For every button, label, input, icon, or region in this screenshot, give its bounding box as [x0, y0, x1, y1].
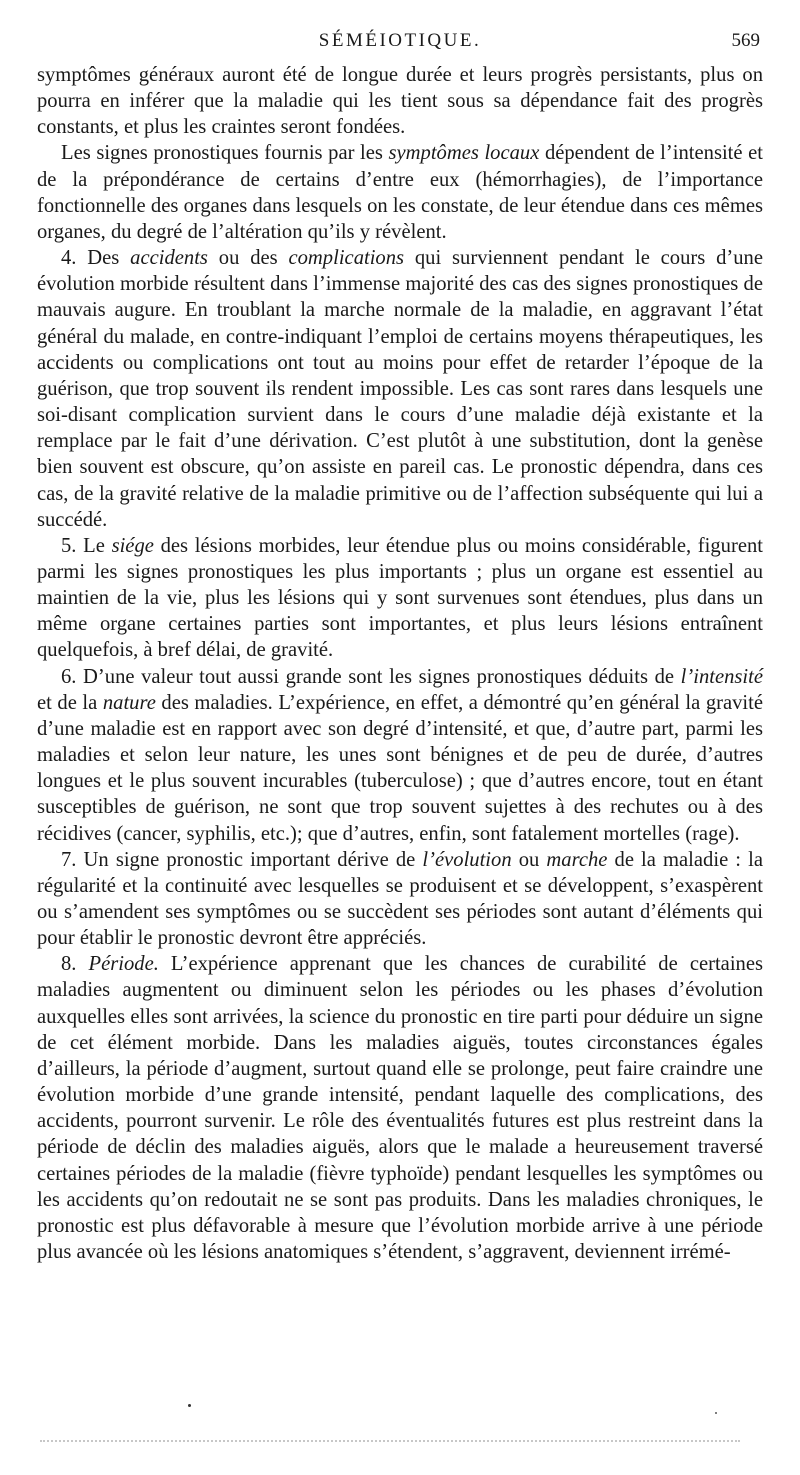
paragraph-item-6: [37, 664, 763, 847]
italic-term: siége: [111, 534, 154, 557]
paragraph-text: 4. Des: [61, 247, 131, 270]
show-through-line: [40, 1440, 740, 1442]
paragraph-text: et de la: [37, 691, 103, 714]
paragraph-text: L’expérience apprenant que les chances de curabilité de certaines maladies augmentent ou diminuent selon les périodes ou les phases d’évolution auxquelles elles sont arrivées, la science du pronostic en tire parti pour déduire un signe de cet élément morbide. Dans les maladies aiguës, toutes circonstances égales d’ailleurs, la période d’augment, surtout quand elle se prolonge, peut faire craindre une évolution morbide d’une grande intensité, pendant laquelle des complications, des accidents, pourront survenir. Le rôle des éventualités futures est plus restreint dans la période de déclin des maladies aiguës, alors que le malade a heureusement traversé certaines périodes de la maladie (fièvre typhoïde) pendant lesquelles les symptômes ou les accidents qu’on redoutait ne se sont pas produits. Dans les maladies chroniques, le pronostic est plus défavorable à mesure que l’évolution morbide arrive à une période plus avancée où les lésions anatomiques s’étendent, s’aggravent, deviennent irrémé-: [37, 953, 763, 1264]
paragraph-text: 5. Le: [61, 534, 112, 557]
italic-term: complications: [288, 247, 405, 270]
paragraph-text: dépendent de l’intensité et de la prépondérance de certains d’entre eux (hémorrhagies), de l’importance fonctionnelle des organes dans lesquels on les constate, de leur étendue dans ces mêmes organes, du degré de l’altération qu’ils y révèlent.: [37, 142, 763, 243]
paragraph-text: qui surviennent pendant le cours d’une évolution morbide résultent dans l’immense majorité des cas des signes pronostiques de mauvais augure. En troublant la marche normale de la maladie, en aggravant l’état général du malade, en contre-indiquant l’emploi de certains moyens thérapeutiques, les accidents ou complications ont tout au moins pour effet de retarder l’époque de la guérison, que trop souvent ils rendent impossible. Les cas sont rares dans lesquels une soi-disant complication survient dans le cours d’une maladie déjà existante et la remplace par le fait d’une dérivation. C’est plutôt à une substitution, dont la genèse bien souvent est obscure, qu’on assiste en pareil cas. Le pronostic dépendra, dans ces cas, de la gravité relative de la maladie primitive ou de l’affection subséquente qui lui a succédé.: [37, 247, 763, 531]
paragraph-text: 8.: [61, 953, 89, 976]
paragraph-text: Les signes pronostiques fournis par les: [61, 142, 389, 165]
paragraph-local-symptoms: [37, 140, 763, 245]
italic-term: accidents: [130, 247, 208, 270]
italic-term: l’évolution: [422, 848, 512, 871]
paragraph-text: 6. D’une valeur tout aussi grande sont les signes pronostiques déduits de: [61, 665, 681, 688]
paragraph-text: ou des: [207, 247, 289, 270]
paragraph-text: 7. Un signe pronostic important dérive de: [61, 848, 423, 871]
italic-term: nature: [102, 691, 156, 714]
paragraph-item-5: [37, 533, 763, 664]
paragraph-text: ou: [511, 848, 547, 871]
paragraph-text: des lésions morbides, leur étendue plus ou moins considérable, figurent parmi les signes pronostiques les plus importants ; plus un organe est essentiel au maintien de la vie, plus les lésions qui y sont survenues sont étendues, plus dans un même organe certaines parties sont importantes, et plus leurs lésions entraînent quelquefois, à bref délai, de gravité.: [37, 534, 763, 662]
paragraph-item-7: [37, 847, 763, 952]
paragraph-continuation: symptômes généraux auront été de longue durée et leurs progrès persistants, plus on pourra en inférer que la maladie qui les tient sous sa dépendance fait des progrès constants, et plus les craintes seront fondées.: [37, 64, 763, 139]
ink-speck: [715, 1412, 717, 1414]
italic-term: marche: [546, 848, 608, 871]
running-title: SÉMÉIOTIQUE.: [318, 30, 482, 51]
paragraph-text: des maladies. L’expérience, en effet, a démontré qu’en général la gravité d’une maladie est en rapport avec son degré d’intensité, et que, d’autre part, parmi les maladies et selon leur nature, les unes sont bénignes et de peu de durée, d’autres longues et le plus souvent incurables (tuberculose) ; que d’autres encore, tout en étant susceptibles de guérison, ne sont que trop souvent sujettes à des rechutes ou à des récidives (cancer, syphilis, etc.); que d’autres, enfin, sont fatalement mortelles (rage).: [37, 691, 763, 845]
running-head: [0, 30, 800, 60]
ink-speck: [188, 1404, 191, 1407]
paragraph-text: de la maladie : la régularité et la continuité avec lesquelles se produisent et se développent, s’exaspèrent ou s’amendent ses symptômes ou se succèdent ses périodes sont autant d’éléments qui pour établir le pronostic devront être appréciés.: [37, 848, 763, 950]
paragraph-item-4: [37, 245, 763, 533]
page-number: 569: [731, 30, 760, 51]
body-text: [37, 62, 763, 1265]
italic-term: l’intensité: [680, 665, 763, 688]
italic-term: Période.: [88, 953, 159, 976]
italic-term: symptômes locaux: [388, 142, 540, 165]
paragraph-item-8: [37, 951, 763, 1265]
